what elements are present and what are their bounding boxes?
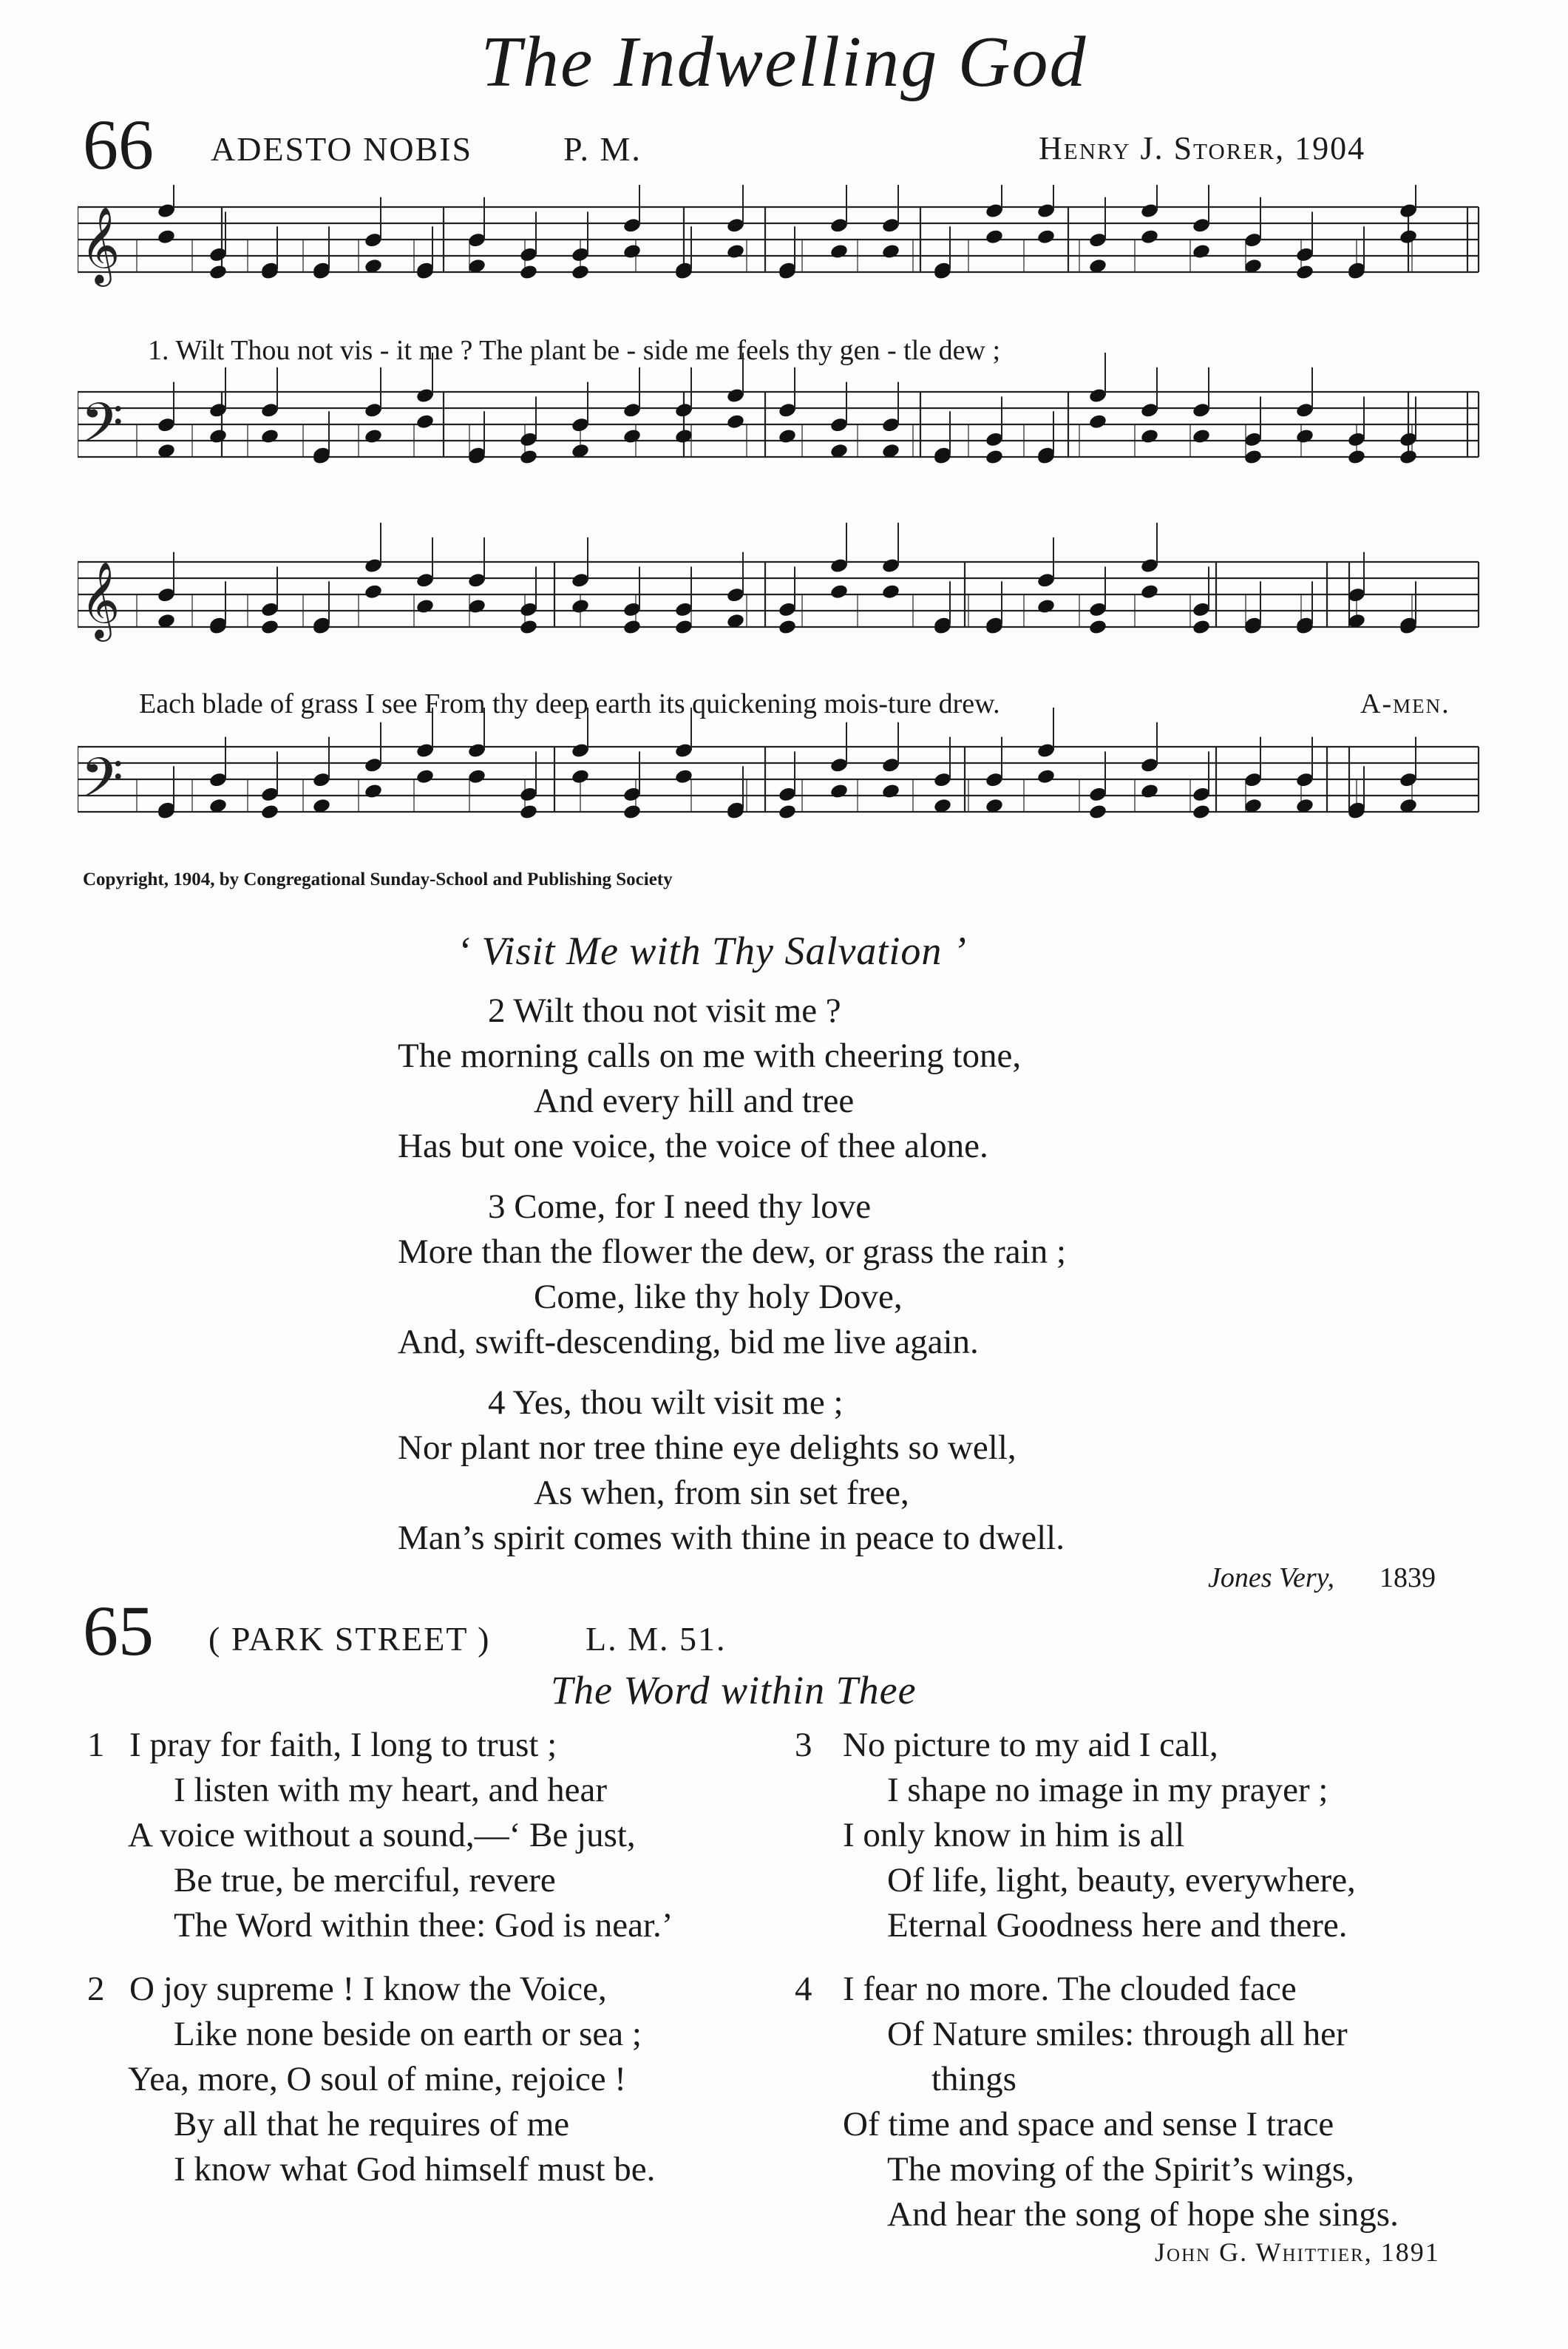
stanza-line: I only know in him is all — [843, 1816, 1185, 1854]
stanza-line: Like none beside on earth or sea ; — [174, 2015, 642, 2053]
stanza-line: The morning calls on me with cheering tone, — [398, 1037, 1022, 1075]
hymn-66-author-year: 1839 — [1379, 1562, 1436, 1593]
stanza-line: Of Nature smiles: through all her — [887, 2015, 1348, 2053]
svg-text:𝄞: 𝄞 — [81, 206, 121, 284]
stanza-number: 1 — [87, 1726, 105, 1764]
hymn-65-author: John G. Whittier, 1891 — [1155, 2237, 1440, 2267]
svg-text:𝄞: 𝄞 — [81, 561, 121, 639]
stanza-number: 3 — [795, 1726, 812, 1764]
hymn-65-meter: L. M. 51. — [586, 1620, 727, 1658]
hymn-66-tune: ADESTO NOBIS — [211, 130, 473, 168]
stanza-line: I know what God himself must be. — [174, 2150, 656, 2189]
stanza-line: More than the flower the dew, or grass the rain ; — [398, 1233, 1067, 1271]
hymn-66-amen: A-men. — [1360, 688, 1450, 719]
stanza-line: 4 Yes, thou wilt visit me ; — [488, 1383, 844, 1422]
svg-text:𝄢: 𝄢 — [81, 391, 123, 469]
hymn-65-number: 65 — [83, 1591, 154, 1670]
hymn-66-number: 66 — [83, 105, 154, 184]
hymn-66-meter: P. M. — [563, 130, 642, 168]
stanza-line: No picture to my aid I call, — [843, 1726, 1218, 1764]
stanza-line: 2 Wilt thou not visit me ? — [488, 992, 841, 1030]
stanza-line: I fear no more. The clouded face — [843, 1970, 1297, 2008]
stanza-line: I pray for faith, I long to trust ; — [129, 1726, 557, 1764]
stanza-line: things — [931, 2060, 1017, 2098]
hymn-66-lyrics-line-1: 1. Wilt Thou not vis - it me ? The plant be - side me feels thy gen - tle dew ; — [148, 335, 1001, 366]
stanza-number: 2 — [87, 1970, 105, 2008]
stanza-line: 3 Come, for I need thy love — [488, 1187, 872, 1226]
stanza-line: O joy supreme ! I know the Voice, — [129, 1970, 607, 2008]
stanza-line: The moving of the Spirit’s wings, — [887, 2150, 1354, 2189]
hymn-66-text-title: ‘ Visit Me with Thy Salvation ’ — [457, 929, 967, 973]
stanza-line: By all that he requires of me — [174, 2105, 570, 2143]
hymn-65-tune: ( PARK STREET ) — [208, 1620, 491, 1658]
stanza-line: Of time and space and sense I trace — [843, 2105, 1334, 2143]
stanza-line: Of life, light, beauty, everywhere, — [887, 1861, 1356, 1899]
page-title: The Indwelling God — [481, 22, 1087, 102]
stanza-line: I listen with my heart, and hear — [174, 1771, 608, 1809]
hymn-66-author: Jones Very, — [1208, 1562, 1334, 1593]
stanza-number: 4 — [795, 1970, 812, 2008]
hymn-65-title: The Word within Thee — [551, 1668, 917, 1712]
stanza-line: As when, from sin set free, — [534, 1474, 909, 1512]
stanza-line: Eternal Goodness here and there. — [887, 1906, 1348, 1945]
hymn-66-lyrics-line-2: Each blade of grass I see From thy deep earth its quickening mois-ture drew. — [139, 688, 1000, 719]
stanza-line: Man’s spirit comes with thine in peace to dwell. — [398, 1519, 1065, 1557]
svg-text:𝄢: 𝄢 — [81, 746, 123, 824]
stanza-line: Has but one voice, the voice of thee alone. — [398, 1127, 988, 1165]
stanza-line: Come, like thy holy Dove, — [534, 1278, 903, 1316]
stanza-line: Yea, more, O soul of mine, rejoice ! — [128, 2060, 626, 2098]
stanza-line: Be true, be merciful, revere — [174, 1861, 556, 1899]
stanza-line: Nor plant nor tree thine eye delights so well, — [398, 1428, 1017, 1467]
stanza-line: And hear the song of hope she sings. — [887, 2195, 1399, 2234]
stanza-line: The Word within thee: God is near.’ — [174, 1906, 673, 1945]
hymn-66-score — [78, 185, 1493, 895]
hymn-66-composer: Henry J. Storer, 1904 — [1039, 130, 1366, 166]
stanza-line: A voice without a sound,—‘ Be just, — [128, 1816, 636, 1854]
stanza-line: And every hill and tree — [534, 1082, 855, 1120]
hymn-66-copyright: Copyright, 1904, by Congregational Sunday-School and Publishing Society — [83, 870, 673, 889]
stanza-line: I shape no image in my prayer ; — [887, 1771, 1328, 1809]
stanza-line: And, swift-descending, bid me live again. — [398, 1323, 979, 1361]
